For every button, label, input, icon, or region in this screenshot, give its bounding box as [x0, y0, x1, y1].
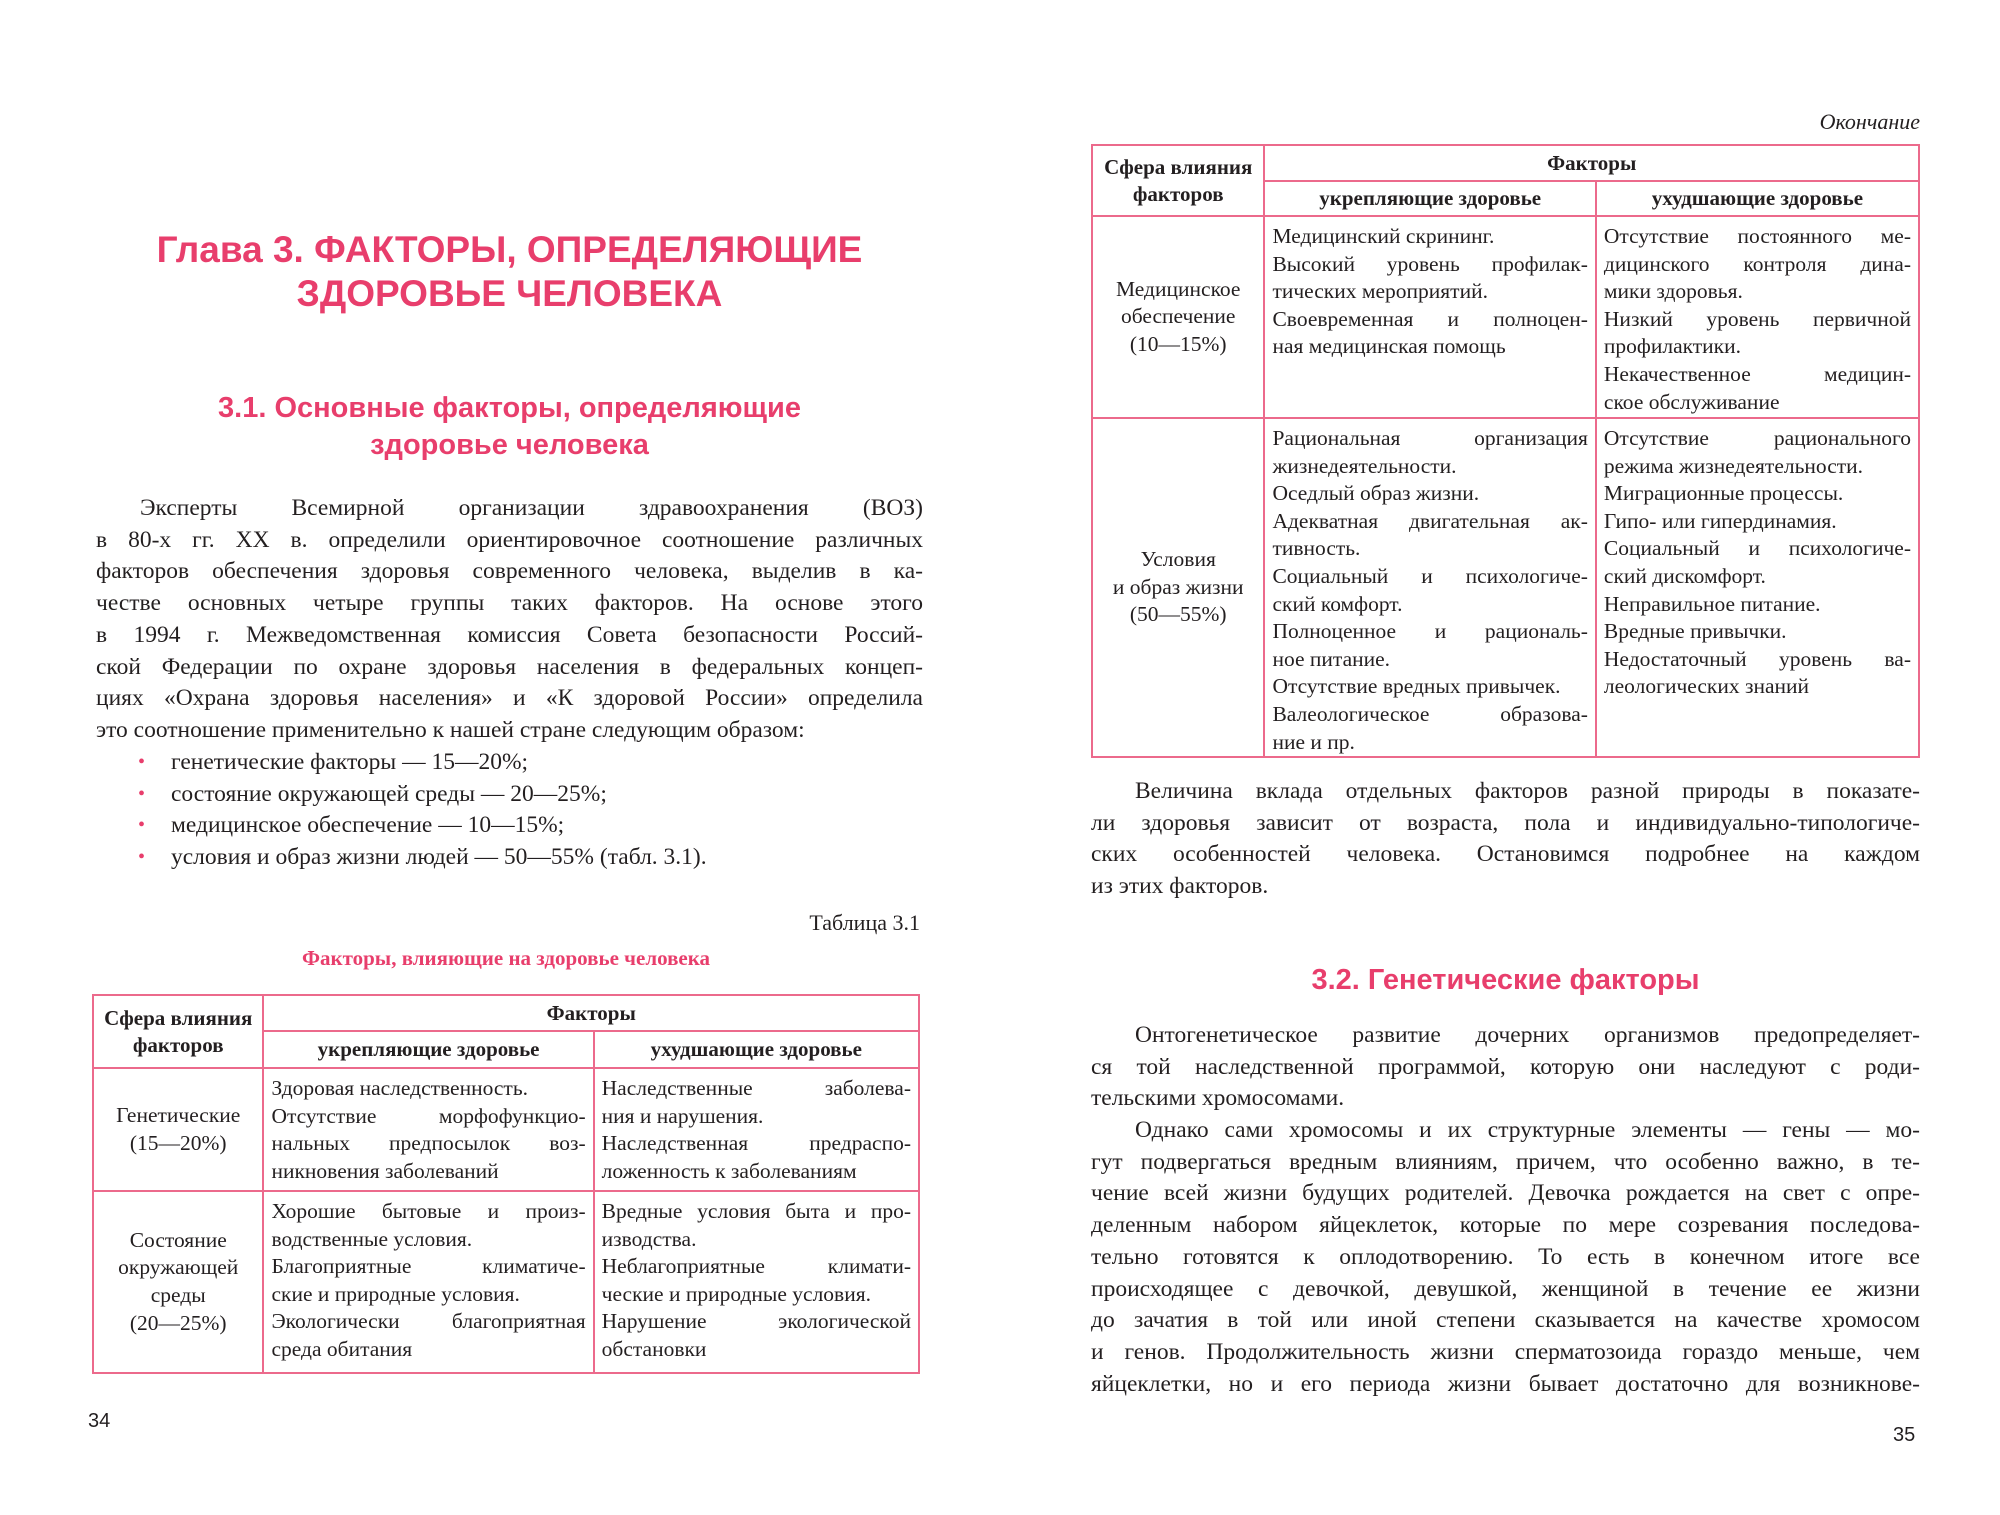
- section-title-3-1: [96, 390, 923, 464]
- cell-text-line: Оседлый образ жизни.: [1272, 481, 1480, 506]
- cell-text-line: Генетические: [116, 1102, 241, 1127]
- cell-text-line: Медицинское: [1115, 276, 1241, 301]
- text-line: в 1994 г. Межведомственная комиссия Совета безопасности Россий-: [96, 621, 923, 648]
- negative-factors-cell: [594, 1068, 919, 1191]
- cell-text-line: жизнедеятельности.: [1272, 453, 1457, 478]
- text-line: в 80-х гг. XX в. определили ориентировочное соотношение различных: [96, 526, 923, 553]
- table-caption: Факторы, влияющие на здоровье человека: [301, 946, 711, 970]
- page-number: 35: [1893, 1424, 1916, 1446]
- cell-text-line: среда обитания: [271, 1336, 413, 1361]
- bullet-text: условия и образ жизни людей — 50—55% (табл. 3.1).: [171, 844, 707, 871]
- text-line: до зачатия в той или иной степени сказывается на качестве хромосом: [1091, 1307, 1920, 1334]
- cell-text-line: окружающей: [118, 1255, 239, 1280]
- cell-text-line: Экологически благоприятная: [271, 1309, 586, 1334]
- cell-text-line: нальных предпосылок воз-: [271, 1131, 586, 1156]
- cell-text-line: Социальный и психологиче-: [1272, 563, 1588, 588]
- header-negative: ухудшающие здоровье: [1596, 181, 1919, 216]
- intro-paragraph: [96, 493, 923, 747]
- cell-text-line: Здоровая наследственность.: [271, 1076, 529, 1100]
- cell-text-line: Отсутствие постоянного ме-: [1603, 224, 1911, 248]
- text-line: ских особенностей человека. Остановимся подробнее на каждом: [1091, 841, 1920, 868]
- cell-text-line: леологических знаний: [1603, 674, 1810, 699]
- sphere-cell: [93, 1068, 263, 1191]
- cell-text-line: Рациональная организация: [1272, 426, 1588, 450]
- header-sphere: [93, 995, 263, 1068]
- cell-text-line: Низкий уровень первичной: [1603, 306, 1911, 331]
- cell-text-line: (15—20%): [129, 1130, 227, 1155]
- cell-text-line: Отсутствие рационального: [1603, 426, 1911, 450]
- text-line: ли здоровья зависит от возраста, пола и индивидуально-типологиче-: [1091, 809, 1920, 836]
- header-negative: ухудшающие здоровье: [594, 1031, 919, 1068]
- header-text-line: факторов: [132, 1032, 224, 1057]
- cell-text-line: обстановки: [601, 1336, 707, 1361]
- after-table-paragraph: [1091, 776, 1920, 903]
- cell-text-line: тических мероприятий.: [1272, 279, 1488, 304]
- header-text-line: Сфера влияния: [1104, 154, 1253, 179]
- cell-text-line: ная медицинская помощь: [1272, 334, 1506, 359]
- cell-text-line: тивность.: [1272, 536, 1361, 561]
- header-factors: Факторы: [263, 995, 919, 1031]
- header-factors: Факторы: [1264, 145, 1919, 181]
- cell-text-line: Валеологическое образова-: [1272, 701, 1588, 726]
- chapter-title: [96, 228, 923, 316]
- sphere-cell: [1092, 216, 1264, 418]
- cell-text-line: Нарушение экологической: [601, 1309, 911, 1334]
- bullet-text: состояние окружающей среды — 20—25%;: [171, 780, 607, 807]
- table-row: [93, 1191, 919, 1373]
- text-line: ся той наследственной программой, которую они наследуют с роди-: [1091, 1053, 1920, 1080]
- cell-text-line: Вредные привычки.: [1603, 619, 1787, 644]
- bullet-text: медицинское обеспечение — 10—15%;: [171, 812, 565, 839]
- cell-text-line: изводства.: [601, 1226, 697, 1251]
- factor-bullet-list: [138, 747, 918, 874]
- section-title-3-2: 3.2. Генетические факторы: [1311, 964, 1700, 996]
- text-line: Онтогенетическое развитие дочерних организмов предопределяет-: [1135, 1022, 1920, 1048]
- cell-text-line: среды: [150, 1283, 206, 1307]
- text-line: и генов. Продолжительность жизни сперматозоида гораздо меньше, чем: [1091, 1338, 1920, 1365]
- cell-text-line: обеспечение: [1121, 304, 1236, 329]
- header-text-line: факторов: [1132, 181, 1224, 206]
- bullet-icon: •: [138, 814, 146, 837]
- cell-text-line: (10—15%): [1129, 331, 1227, 356]
- text-line: циях «Охрана здоровья населения» и «К здоровой России» определила: [96, 685, 923, 712]
- section-title-line: 3.1. Основные факторы, определяющие: [218, 392, 801, 424]
- cell-text-line: Отсутствие морфофункцио-: [271, 1103, 586, 1128]
- genetic-paragraph-1: [1091, 1020, 1920, 1115]
- cell-text-line: ложенность к заболеваниям: [601, 1158, 857, 1183]
- chapter-title-line: Глава 3. ФАКТОРЫ, ОПРЕДЕЛЯЮЩИЕ: [156, 229, 863, 270]
- cell-text-line: (50—55%): [1129, 602, 1227, 627]
- text-line: происходящее с девочкой, девушкой, женщиной в течение ее жизни: [1091, 1275, 1920, 1302]
- genetic-paragraph-2: [1091, 1115, 1920, 1400]
- cell-text-line: Высокий уровень профилак-: [1272, 251, 1588, 276]
- cell-text-line: ние и пр.: [1272, 729, 1355, 754]
- cell-text-line: Полноценное и рациональ-: [1272, 619, 1588, 644]
- header-positive: укрепляющие здоровье: [263, 1031, 593, 1068]
- cell-text-line: ское обслуживание: [1603, 389, 1780, 414]
- cell-text-line: Отсутствие вредных привычек.: [1272, 674, 1561, 699]
- cell-text-line: Вредные условия быта и про-: [601, 1199, 911, 1223]
- cell-text-line: Состояние: [129, 1227, 227, 1252]
- cell-text-line: ский комфорт.: [1272, 591, 1403, 616]
- cell-text-line: и образ жизни: [1112, 574, 1244, 599]
- page-number: 34: [88, 1410, 111, 1432]
- cell-text-line: Недостаточный уровень ва-: [1603, 646, 1911, 671]
- text-line: чение всей жизни будущих родителей. Девочка рождается на свет с опре-: [1091, 1180, 1920, 1207]
- cell-text-line: Гипо- или гипердинамия.: [1603, 508, 1837, 533]
- cell-text-line: Наследственные заболева-: [601, 1076, 911, 1100]
- bullet-item: [138, 810, 918, 842]
- cell-text-line: режима жизнедеятельности.: [1603, 453, 1864, 478]
- positive-factors-cell: [1264, 418, 1595, 757]
- table-label: Таблица 3.1: [809, 910, 920, 935]
- text-line: Эксперты Всемирной организации здравоохранения (ВОЗ): [140, 495, 923, 521]
- bullet-item: [138, 779, 918, 811]
- negative-factors-cell: [1596, 418, 1919, 757]
- cell-text-line: Условия: [1140, 547, 1216, 572]
- cell-text-line: Миграционные процессы.: [1603, 481, 1844, 506]
- cell-text-line: Своевременная и полноцен-: [1272, 306, 1588, 331]
- text-line: из этих факторов.: [1091, 873, 1269, 900]
- bullet-item: [138, 747, 918, 779]
- cell-text-line: ский дискомфорт.: [1603, 563, 1766, 588]
- bullet-icon: •: [138, 751, 146, 773]
- cell-text-line: ческие и природные условия.: [601, 1281, 871, 1306]
- header-text-line: Сфера влияния: [104, 1005, 253, 1030]
- positive-factors-cell: [263, 1068, 593, 1191]
- text-line: честве основных четыре группы таких факторов. На основе этого: [96, 590, 923, 617]
- negative-factors-cell: [594, 1191, 919, 1373]
- cell-text-line: мики здоровья.: [1603, 279, 1743, 304]
- cell-text-line: профилактики.: [1603, 334, 1742, 359]
- cell-text-line: Благоприятные климатиче-: [271, 1254, 586, 1279]
- cell-text-line: Медицинский скрининг.: [1272, 224, 1495, 248]
- cell-text-line: Неправильное питание.: [1603, 591, 1821, 616]
- text-line: деленным набором яйцеклеток, которые по мере созревания последова-: [1091, 1212, 1920, 1239]
- bullet-text: генетические факторы — 15—20%;: [171, 749, 529, 775]
- cell-text-line: ное питание.: [1272, 646, 1391, 671]
- continuation-label: Окончание: [1819, 109, 1920, 134]
- text-line: Однако сами хромосомы и их структурные элементы — гены — мо-: [1135, 1117, 1920, 1143]
- cell-text-line: (20—25%): [129, 1310, 227, 1335]
- cell-text-line: водственные условия.: [271, 1226, 473, 1251]
- cell-text-line: Неблагоприятные климати-: [601, 1254, 911, 1279]
- section-title-line: здоровье человека: [370, 429, 649, 461]
- cell-text-line: Адекватная двигательная ак-: [1272, 508, 1588, 533]
- table-row: [1092, 216, 1919, 418]
- positive-factors-cell: [1264, 216, 1595, 418]
- table-row: [93, 1068, 919, 1191]
- text-line: Величина вклада отдельных факторов разной природы в показате-: [1135, 778, 1920, 804]
- factors-table-continued: [1091, 144, 1920, 758]
- cell-text-line: Наследственная предраспо-: [601, 1131, 911, 1156]
- cell-text-line: ния и нарушения.: [601, 1103, 764, 1128]
- cell-text-line: Хорошие бытовые и произ-: [271, 1199, 586, 1223]
- text-line: яйцеклетки, но и его периода жизни бывает достаточно для возникнове-: [1091, 1370, 1920, 1397]
- text-line: факторов обеспечения здоровья современного человека, выделив в ка-: [96, 558, 923, 585]
- positive-factors-cell: [263, 1191, 593, 1373]
- chapter-title-line: ЗДОРОВЬЕ ЧЕЛОВЕКА: [296, 273, 723, 314]
- cell-text-line: дицинского контроля дина-: [1603, 251, 1911, 276]
- table-row: [1092, 418, 1919, 757]
- header-sphere: [1092, 145, 1264, 216]
- text-line: это соотношение применительно к нашей стране следующим образом:: [96, 716, 805, 743]
- text-line: ской Федерации по охране здоровья населения в федеральных концеп-: [96, 653, 923, 680]
- cell-text-line: ские и природные условия.: [271, 1281, 520, 1306]
- factors-table: [92, 994, 920, 1374]
- cell-text-line: Социальный и психологиче-: [1603, 536, 1911, 561]
- cell-text-line: никновения заболеваний: [271, 1158, 499, 1183]
- bullet-icon: •: [138, 846, 146, 869]
- sphere-cell: [1092, 418, 1264, 757]
- header-positive: укрепляющие здоровье: [1264, 181, 1595, 216]
- bullet-item: [138, 842, 918, 874]
- cell-text-line: Некачественное медицин-: [1603, 361, 1911, 386]
- text-line: тельскими хромосомами.: [1091, 1085, 1345, 1112]
- sphere-cell: [93, 1191, 263, 1373]
- bullet-icon: •: [138, 782, 146, 805]
- text-line: тельно готовятся к оплодотворению. То есть в конечном итоге все: [1091, 1243, 1920, 1270]
- text-line: гут подвергаться вредным влияниям, причем, что особенно важно, в те-: [1091, 1148, 1920, 1175]
- negative-factors-cell: [1596, 216, 1919, 418]
